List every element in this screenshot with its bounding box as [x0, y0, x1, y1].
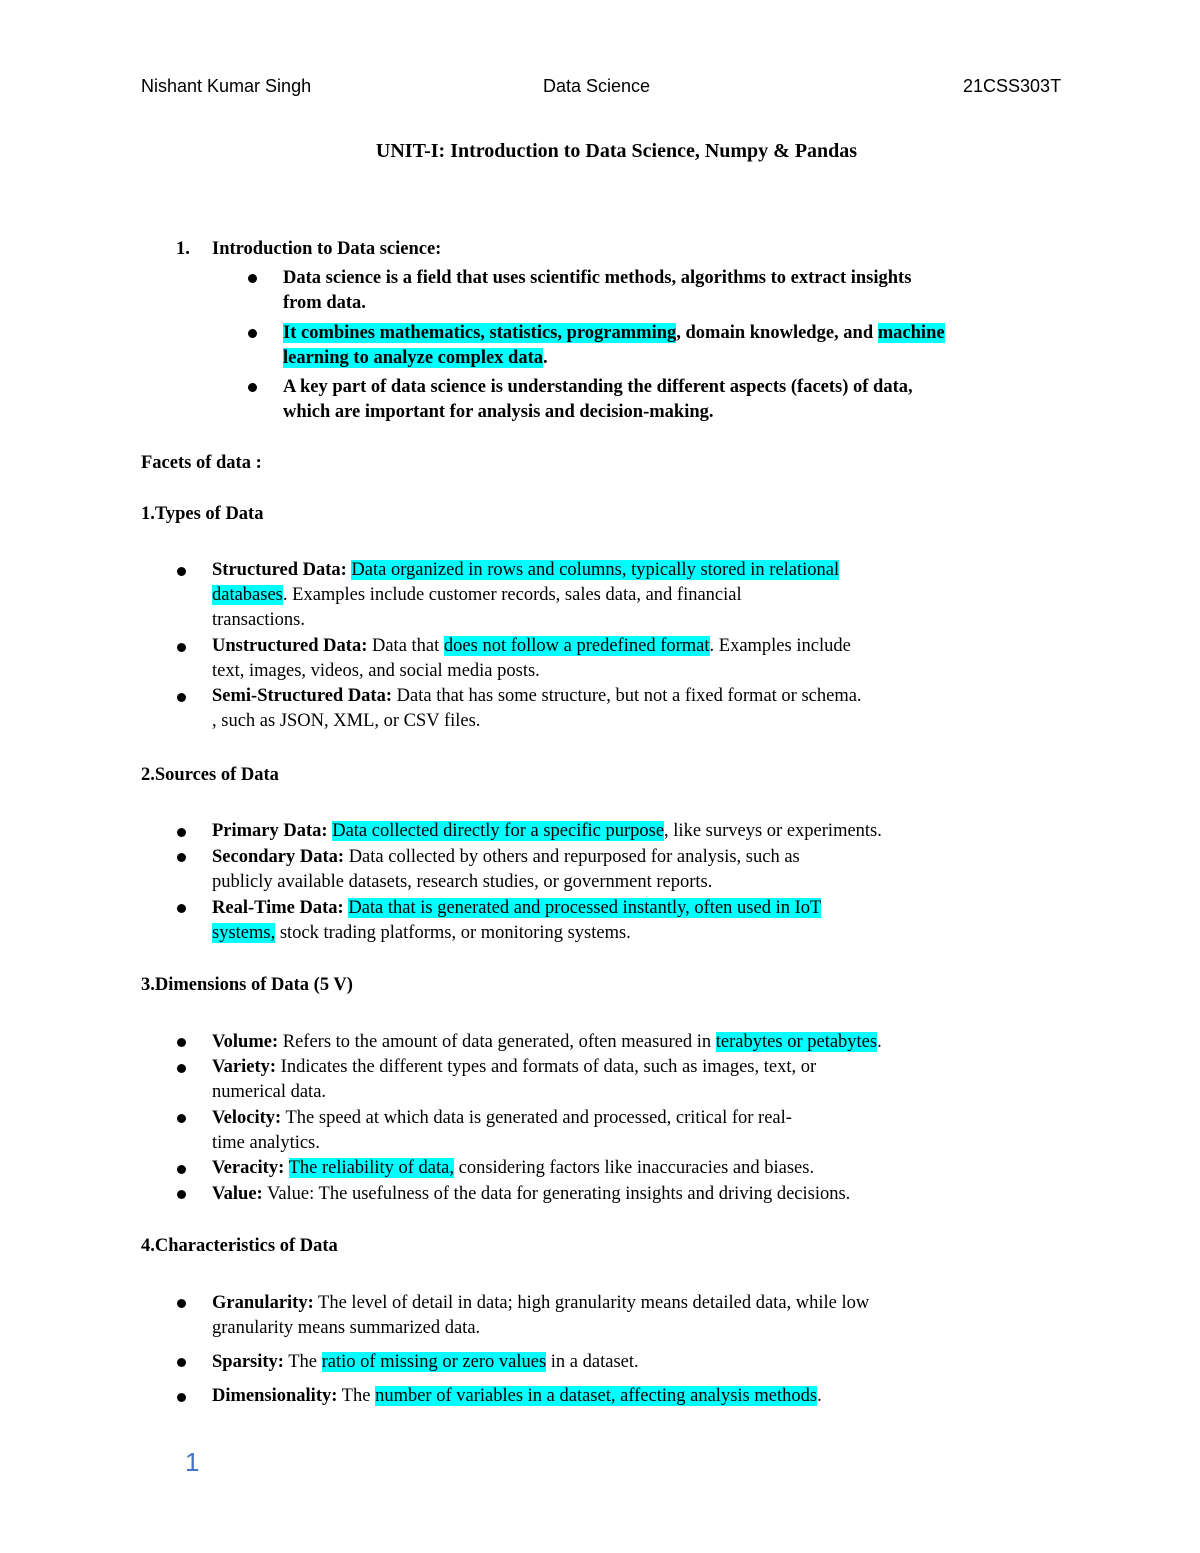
semi-structured-data-line-1: Semi-Structured Data: Data that has some structure, but not a fixed format or schema. [212, 686, 862, 706]
intro-bullet-2-line-2: learning to analyze complex data. [283, 348, 548, 368]
intro-bullet-1-line-2: from data. [283, 293, 366, 313]
intro-bullet-1-line-1: Data science is a field that uses scientific methods, algorithms to extract insights [283, 268, 912, 288]
highlight: ratio of missing or zero values [321, 1352, 547, 1372]
page-number: 1 [185, 1447, 200, 1477]
highlight: The reliability of data, [288, 1158, 454, 1178]
highlight: machine [877, 323, 945, 343]
volume-line: Volume: Refers to the amount of data generated, often measured in terabytes or petabytes. [212, 1032, 882, 1052]
bullet-icon [177, 853, 186, 862]
granularity-line-1: Granularity: The level of detail in data; high granularity means detailed data, while low [212, 1293, 870, 1313]
granularity-line-2: granularity means summarized data. [212, 1318, 481, 1338]
intro-heading: Introduction to Data science: [212, 239, 442, 259]
bullet-icon [177, 1358, 186, 1367]
bullet-icon [177, 1190, 186, 1199]
intro-number: 1. [176, 239, 190, 259]
page-title: UNIT-I: Introduction to Data Science, Numpy & Pandas [375, 140, 858, 162]
semi-structured-data-line-2: , such as JSON, XML, or CSV files. [212, 711, 481, 731]
highlight: learning to analyze complex data [283, 348, 544, 368]
unstructured-data-line-2: text, images, videos, and social media posts. [212, 661, 540, 681]
highlight: number of variables in a dataset, affecting analysis methods [375, 1386, 818, 1406]
bullet-icon [177, 567, 186, 576]
bullet-icon [248, 329, 257, 338]
bullet-icon [177, 1038, 186, 1047]
highlight: terabytes or petabytes [715, 1032, 878, 1052]
bullet-icon [177, 904, 186, 913]
variety-line-2: numerical data. [212, 1082, 327, 1102]
bullet-icon [177, 1064, 186, 1073]
header-subject: Data Science [543, 76, 651, 96]
velocity-line-1: Velocity: The speed at which data is generated and processed, critical for real- [212, 1108, 792, 1128]
bullet-icon [248, 274, 257, 283]
variety-line-1: Variety: Indicates the different types and formats of data, such as images, text, or [212, 1057, 817, 1077]
secondary-data-line-1: Secondary Data: Data collected by others and repurposed for analysis, such as [212, 847, 800, 867]
bullet-icon [177, 1165, 186, 1174]
velocity-line-2: time analytics. [212, 1133, 320, 1153]
highlight: It combines mathematics, statistics, programming [283, 323, 677, 343]
intro-bullet-3-line-2: which are important for analysis and decision-making. [283, 402, 714, 422]
header-author: Nishant Kumar Singh [141, 76, 312, 96]
veracity-line: Veracity: The reliability of data, considering factors like inaccuracies and biases. [212, 1158, 815, 1178]
bullet-icon [177, 693, 186, 702]
dimensionality-line: Dimensionality: The number of variables in a dataset, affecting analysis methods. [212, 1386, 822, 1406]
highlight: Data that is generated and processed instantly, often used in IoT [348, 898, 822, 918]
characteristics-heading: 4.Characteristics of Data [141, 1236, 338, 1256]
highlight: databases [212, 585, 283, 605]
sparsity-line: Sparsity: The ratio of missing or zero values in a dataset. [212, 1352, 639, 1372]
bullet-icon [248, 383, 257, 392]
dimensions-heading: 3.Dimensions of Data (5 V) [141, 975, 353, 995]
highlight: does not follow a predefined format [443, 636, 710, 656]
structured-data-line-2: databases. Examples include customer records, sales data, and financial [212, 585, 742, 605]
unstructured-data-line-1: Unstructured Data: Data that does not follow a predefined format. Examples include [212, 636, 851, 656]
secondary-data-line-2: publicly available datasets, research studies, or government reports. [212, 872, 713, 892]
bullet-icon [177, 1114, 186, 1123]
highlight: Data collected directly for a specific purpose [332, 821, 665, 841]
bullet-icon [177, 1393, 186, 1402]
structured-data-line-1: Structured Data: Data organized in rows and columns, typically stored in relational [212, 560, 840, 580]
types-heading: 1.Types of Data [141, 504, 264, 524]
bullet-icon [177, 643, 186, 652]
facets-heading: Facets of data : [141, 453, 262, 473]
realtime-data-line-1: Real-Time Data: Data that is generated and processed instantly, often used in IoT [212, 898, 822, 918]
bullet-icon [177, 1299, 186, 1308]
realtime-data-line-2: systems, stock trading platforms, or monitoring systems. [212, 923, 631, 943]
sources-heading: 2.Sources of Data [141, 765, 279, 785]
bullet-icon [177, 828, 186, 837]
primary-data-line: Primary Data: Data collected directly for a specific purpose, like surveys or experiments. [212, 821, 882, 841]
intro-bullet-2-line-1: It combines mathematics, statistics, programming, domain knowledge, and machine [283, 323, 945, 343]
highlight: systems, [212, 923, 276, 943]
header-course-code: 21CSS303T [963, 76, 1062, 96]
intro-bullet-3-line-1: A key part of data science is understanding the different aspects (facets) of data, [283, 377, 913, 397]
structured-data-line-3: transactions. [212, 610, 305, 630]
value-line: Value: Value: The usefulness of the data for generating insights and driving decisions. [212, 1184, 851, 1204]
highlight: Data organized in rows and columns, typically stored in relational [351, 560, 840, 580]
